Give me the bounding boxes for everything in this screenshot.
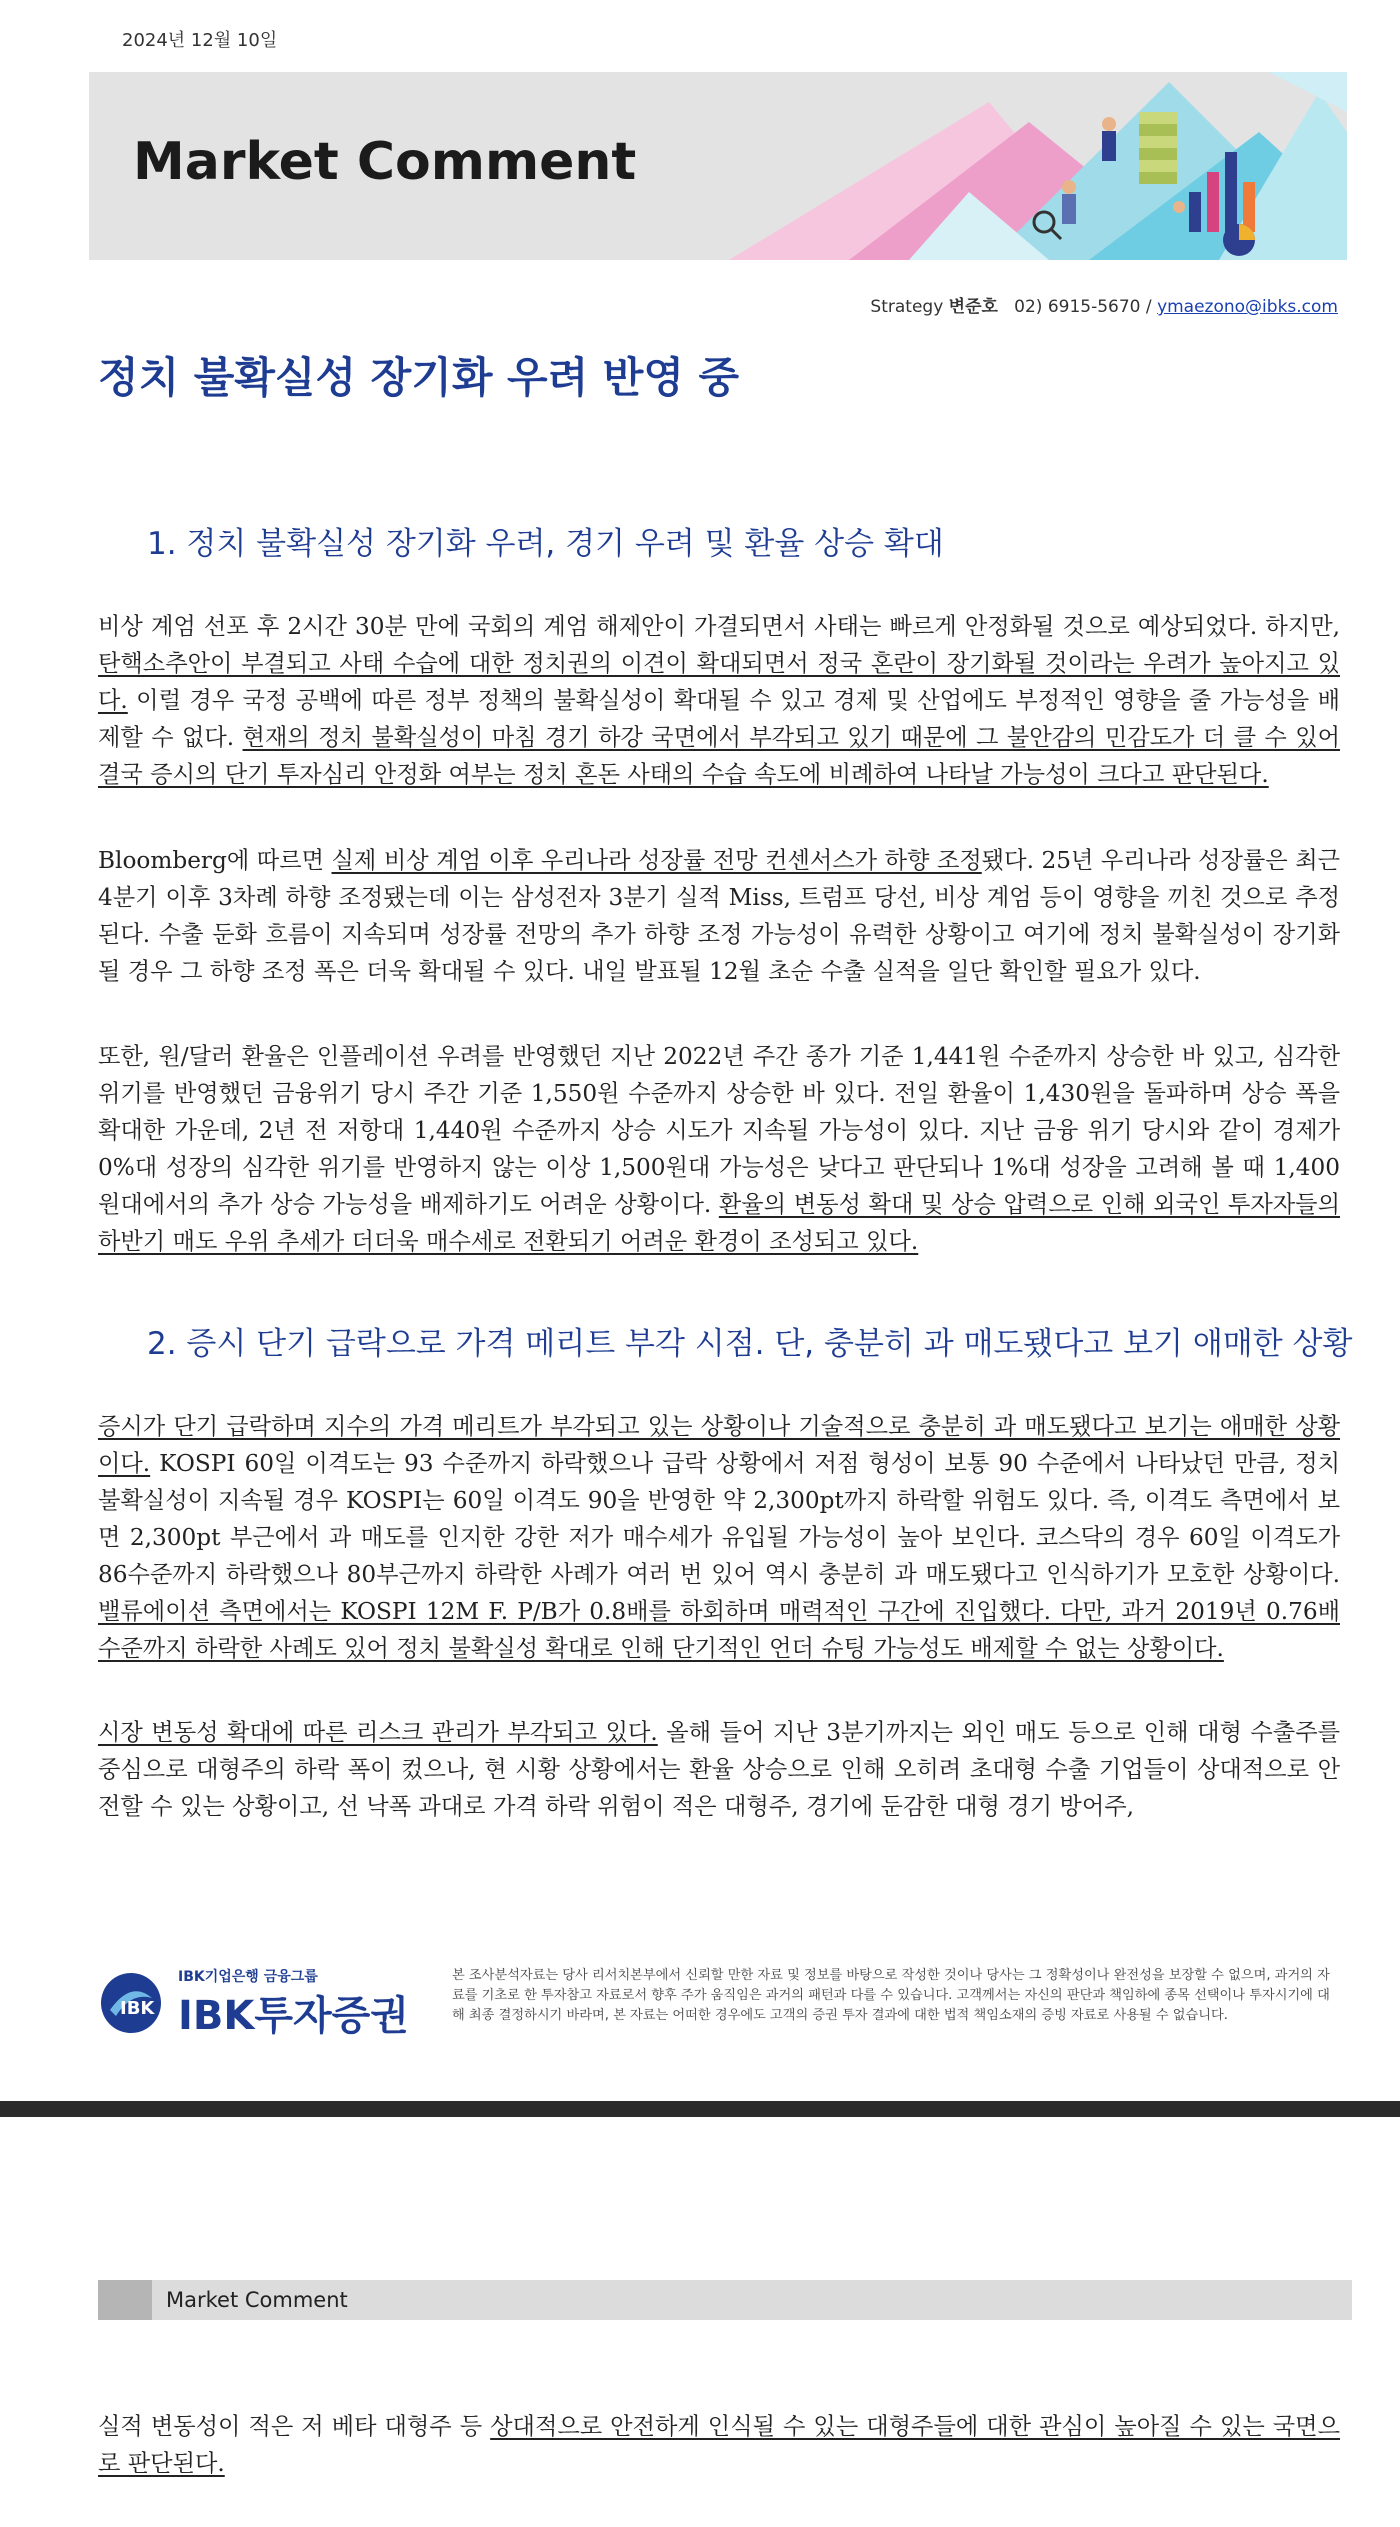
author-name: 변준호 — [948, 297, 998, 317]
disclaimer: 본 조사분석자료는 당사 리서치본부에서 신뢰할 만한 자료 및 정보를 바탕으로 작성한 것이나 당사는 그 정확성이나 완전성을 보장할 수 없으며, 과거의 자료를 기초로 한 투자참고 자료로서 향후 주가 움직임은 과거의 패턴과 다를 수 있습니다. 고객께서는 자신의 판단과 책임하에 종목 선택이나 투자시기에 대해 최종 결정하시기 바라며, 본 자료는 어떠한 경우에도 고객의 증권 투자 결과에 대한 법적 책임소재의 증빙 자료로 사용될 수 없습니다. — [452, 1968, 1330, 2023]
text-run: 또한, 원/달러 환율은 인플레이션 우려를 반영했던 지난 2022년 주간 종가 기준 1,441원 수준까지 상승한 바 있고, 심각한 위기를 반영했던 금융위기 당시 주간 기준 1,550원 수준까지 상승한 바 있다. 전일 환율이 1,430원을 돌파하며 상승 폭을 확대한 가운데, 2년 전 저항대 1,440원 수준까지 상승 시도가 지속될 가능성이 있다. 지난 금융 위기 당시와 같이 경제가 0%대 성장의 심각한 위기를 반영하지 않는 이상 1,500원대 가능성은 낮다고 판단되나 1%대 성장을 고려해 볼 때 1,400원대에서의 추가 상승 가능성을 배제하기도 어려운 상황이다. — [98, 1043, 1340, 1218]
logo-name: IBK투자증권 — [178, 1993, 409, 2039]
author-phone: 02) 6915-5670 — [1014, 297, 1141, 317]
report-date: 2024년 12월 10일 — [122, 30, 278, 51]
header-square — [98, 2280, 152, 2320]
page-2-paragraph-1 — [98, 2408, 1340, 2482]
text-run: 올해 들어 지난 3분기까지는 외인 매도 등으로 인해 대형 수출주를 중심으로 대형주의 하락 폭이 컸으나, 현 시황 상황에서는 환율 상승으로 인해 오히려 초대형 수출 기업들이 상대적으로 안전할 수 있는 상황이고, 선 낙폭 과대로 가격 하락 위험이 적은 대형주, 경기에 둔감한 대형 경기 방어주, — [98, 1719, 1340, 1820]
page-divider — [0, 2101, 1400, 2117]
text-run-underlined: 밸류에이션 측면에서는 KOSPI 12M F. P/B가 0.8배를 하회하며 매력적인 구간에 진입했다. 다만, 과거 2019년 0.76배 수준까지 하락한 사례도 있어 정치 불확실성 확대로 인해 단기적인 언더 슈팅 가능성도 배제할 수 없는 상황이다. — [98, 1598, 1340, 1662]
section-2-heading: 2. 증시 단기 급락으로 가격 메리트 부각 시점. 단, 충분히 과 매도됐다고 보기 애매한 상황 — [147, 1326, 1353, 1362]
ibk-emblem-icon — [98, 1970, 164, 2036]
section-1-paragraph-2 — [98, 842, 1340, 990]
text-run: 비상 계엄 선포 후 2시간 30분 만에 국회의 계엄 해제안이 가결되면서 사태는 빠르게 안정화될 것으로 예상되었다. 하지만, — [98, 613, 1340, 640]
coin-stack-icon — [1139, 112, 1177, 184]
author-line — [870, 292, 1338, 317]
banner-title: Market Comment — [133, 132, 637, 192]
report-title: 정치 불확실성 장기화 우려 반영 중 — [98, 353, 740, 402]
page-2-header-label: Market Comment — [166, 2288, 348, 2312]
text-run-underlined: 증시가 단기 급락하며 지수의 가격 메리트가 부각되고 있는 상황이나 기술적으로 충분히 과 매도됐다고 보기는 애매한 상황이다. — [98, 1413, 1340, 1477]
section-1-heading: 1. 정치 불확실성 장기화 우려, 경기 우려 및 환율 상승 확대 — [147, 526, 944, 562]
text-run: 됐다. 25년 우리나라 성장률은 최근 4분기 이후 3차례 하향 조정됐는데 이는 삼성전자 3분기 실적 Miss, 트럼프 당선, 비상 계엄 등이 영향을 끼친 것으로 추정된다. 수출 둔화 흐름이 지속되며 성장률 전망의 추가 하향 조정 가능성이 유력한 상황이고 여기에 정치 불확실성이 장기화 될 경우 그 하향 조정 폭은 더욱 확대될 수 있다. 내일 발표될 12월 초순 수출 실적을 일단 확인할 필요가 있다. — [98, 847, 1340, 985]
section-1-paragraph-3 — [98, 1038, 1340, 1260]
ibk-logo — [98, 1966, 418, 2038]
section-2-paragraph-2 — [98, 1714, 1340, 1825]
author-team: Strategy — [870, 297, 944, 317]
header-banner — [89, 72, 1347, 260]
text-run: Bloomberg에 따르면 — [98, 847, 332, 874]
author-email-link[interactable]: ymaezono@ibks.com — [1157, 297, 1338, 317]
svg-text:IBK: IBK — [120, 1998, 155, 2019]
page-2-header-bar — [98, 2280, 1352, 2320]
text-run-underlined: 시장 변동성 확대에 따른 리스크 관리가 부각되고 있다. — [98, 1719, 658, 1746]
text-run-underlined: 환율의 변동성 확대 및 상승 압력으로 인해 외국인 투자자들의 하반기 매도 우위 추세가 더더욱 매수세로 전환되기 어려운 환경이 조성되고 있다. — [98, 1191, 1340, 1255]
section-2-paragraph-1 — [98, 1408, 1340, 1667]
text-run-underlined: 실제 비상 계엄 이후 우리나라 성장률 전망 컨센서스가 하향 조정 — [331, 847, 982, 874]
logo-subtitle: IBK기업은행 금융그룹 — [178, 1969, 318, 1985]
text-run-underlined: 현재의 정치 불확실성이 마침 경기 하강 국면에서 부각되고 있기 때문에 그 불안감의 민감도가 더 클 수 있어 결국 증시의 단기 투자심리 안정화 여부는 정치 혼돈 사태의 수습 속도에 비례하여 나타날 가능성이 크다고 판단된다. — [98, 724, 1340, 788]
pie-chart-icon — [1223, 224, 1255, 256]
text-run-underlined: 상대적으로 안전하게 인식될 수 있는 대형주들에 대한 관심이 높아질 수 있는 국면으로 판단된다. — [98, 2413, 1340, 2477]
section-1-paragraph-1 — [98, 608, 1340, 793]
text-run: KOSPI 60일 이격도는 93 수준까지 하락했으나 급락 상황에서 저점 형성이 보통 90 수준에서 나타났던 만큼, 정치 불확실성이 지속될 경우 KOSPI는 60일 이격도 90을 반영한 약 2,300pt까지 하락할 위험도 있다. 즉, 이격도 측면에서 보면 2,300pt 부근에서 과 매도를 인지한 강한 저가 매수세가 유입될 가능성이 높아 보인다. 코스닥의 경우 60일 이격도가 86수준까지 하락했으나 80부근까지 하락한 사례가 여러 번 있어 역시 충분히 과 매도됐다고 인식하기가 모호한 상황이다. — [98, 1450, 1340, 1588]
text-run: 이럴 경우 국정 공백에 따른 정부 정책의 불확실성이 확대될 수 있고 경제 및 산업에도 부정적인 영향을 줄 가능성을 배제할 수 없다. — [98, 687, 1340, 751]
text-run-underlined: 탄핵소추안이 부결되고 사태 수습에 대한 정치권의 이견이 확대되면서 정국 혼란이 장기화될 것이라는 우려가 높아지고 있다. — [98, 650, 1340, 714]
text-run: 실적 변동성이 적은 저 베타 대형주 등 — [98, 2413, 491, 2440]
author-separator: / — [1145, 297, 1152, 317]
